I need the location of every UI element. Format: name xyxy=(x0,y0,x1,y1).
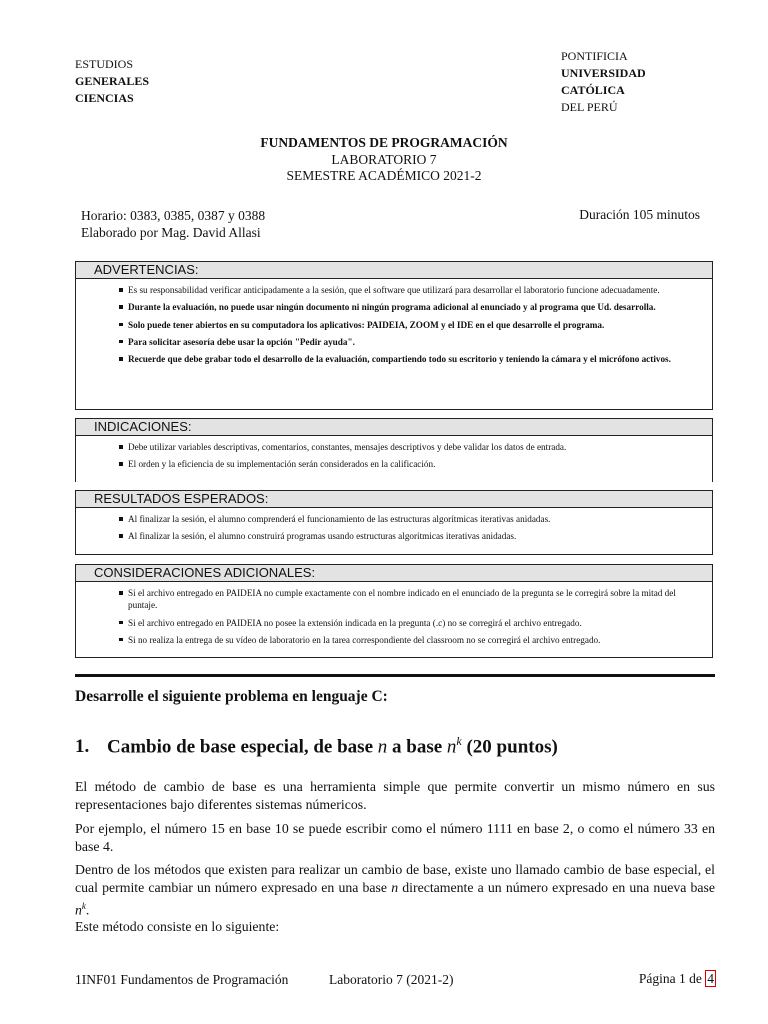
schedule-text: Horario: 0383, 0385, 0387 y 0388 xyxy=(81,208,266,223)
warnings-heading: ADVERTENCIAS: xyxy=(76,262,712,279)
math-var-n: n xyxy=(446,736,457,758)
duration-text: Duración 105 minutos xyxy=(579,207,700,222)
considerations-box xyxy=(75,564,713,658)
faculty-line-1: ESTUDIOS xyxy=(75,57,134,71)
indication-item: Debe utilizar variables descriptivas, comentarios, constantes, mensajes descriptivos y debe validar los datos de entrada. xyxy=(128,441,712,453)
semester-title: SEMESTRE ACADÉMICO 2021-2 xyxy=(286,168,482,183)
warning-item: Solo puede tener abiertos en su computadora los aplicativos: PAIDEIA, ZOOM y el IDE en el que desarrolle el programa. xyxy=(128,319,712,331)
warning-item: Es su responsabilidad verificar anticipadamente a la sesión, que el software que utilizará para desarrollar el laboratorio funcione adecuadamente. xyxy=(128,284,712,296)
indications-box xyxy=(75,418,713,482)
university-line-2: UNIVERSIDAD xyxy=(561,66,646,80)
lab-title: LABORATORIO 7 xyxy=(331,151,437,167)
problem-prompt: Desarrolle el siguiente problema en lenguaje C: xyxy=(75,688,388,705)
course-title: FUNDAMENTOS DE PROGRAMACIÓN xyxy=(260,135,508,150)
math-exp-k: k xyxy=(456,734,462,748)
university-label xyxy=(561,48,646,116)
section-divider xyxy=(75,674,715,677)
warning-item: Recuerde que debe grabar todo el desarrollo de la evaluación, compartiendo todo su escritorio y teniendo la cámara y el micrófono activos. xyxy=(128,353,712,365)
results-box xyxy=(75,490,713,555)
paragraph-3-part: Dentro de los métodos que existen para realizar un cambio de base, existe uno llamado cambio de base especial, el cual permite cambiar un número expresado en una base xyxy=(75,862,715,895)
consideration-item: Si el archivo entregado en PAIDEIA no posee la extensión indicada en la pregunta (.c) no se corregirá el archivo entregado. xyxy=(128,617,712,629)
footer-page-prefix: Página 1 de xyxy=(638,971,702,986)
schedule-info xyxy=(81,207,265,241)
indication-item: El orden y la eficiencia de su implementación serán considerados en la calificación. xyxy=(128,458,712,470)
results-heading: RESULTADOS ESPERADOS: xyxy=(76,491,712,508)
paragraph-2: Por ejemplo, el número 15 en base 10 se puede escribir como el número 1111 en base 2, o como el número 33 en base 4. xyxy=(75,821,715,854)
warning-item: Durante la evaluación, no puede usar ningún documento ni ningún programa adicional al enunciado y al programa que Ud. desarrolla. xyxy=(128,301,712,313)
section-points: (20 puntos) xyxy=(466,736,558,758)
author-text: Elaborado por Mag. David Allasi xyxy=(81,225,261,240)
result-item: Al finalizar la sesión, el alumno comprenderá el funcionamiento de las estructuras algorítmicas iterativas anidadas. xyxy=(128,513,712,525)
section-number: 1. xyxy=(75,736,90,758)
section-title-part: Cambio de base especial, de base xyxy=(107,736,373,758)
math-var-n: n xyxy=(75,902,82,918)
footer-lab: Laboratorio 7 (2021-2) xyxy=(329,972,454,987)
last-page-link[interactable]: 4 xyxy=(707,971,714,986)
footer-course: 1INF01 Fundamentos de Programación xyxy=(75,972,289,987)
paragraph-4: Este método consiste en lo siguiente: xyxy=(75,919,280,934)
math-exp-k: k xyxy=(81,901,86,911)
section-title-part: a base xyxy=(392,736,443,758)
university-line-3: CATÓLICA xyxy=(561,83,625,97)
paragraph-1: El método de cambio de base es una herramienta simple que permite convertir un mismo número en sus representaciones bajo diferentes sistemas númericos. xyxy=(75,779,715,812)
consideration-item: Si no realiza la entrega de su vídeo de laboratorio en la tarea correspondiente del classroom no se corregirá el archivo entregado. xyxy=(128,634,712,646)
section-heading xyxy=(75,734,558,758)
math-var-n: n xyxy=(391,880,399,895)
university-line-1: PONTIFICIA xyxy=(561,49,628,63)
indications-heading: INDICACIONES: xyxy=(76,419,712,436)
footer-page xyxy=(639,970,716,987)
paragraph-3 xyxy=(75,861,715,920)
faculty-line-2: GENERALES xyxy=(75,74,150,88)
result-item: Al finalizar la sesión, el alumno construirá programas usando estructuras algorítmicas iterativas anidadas. xyxy=(128,530,712,542)
considerations-heading: CONSIDERACIONES ADICIONALES: xyxy=(76,565,712,582)
university-line-4: DEL PERÚ xyxy=(561,100,618,114)
document-title xyxy=(0,135,768,185)
consideration-item: Si el archivo entregado en PAIDEIA no cumple exactamente con el nombre indicado en el enunciado de la pregunta se le corregirá sobre la mitad del puntaje. xyxy=(128,587,712,612)
paragraph-3-part: directamente a un número expresado en una nueva base xyxy=(402,880,716,895)
warning-item: Para solicitar asesoría debe usar la opción "Pedir ayuda". xyxy=(128,336,712,348)
math-var-n: n xyxy=(377,736,388,758)
paragraph-3-part: . xyxy=(85,902,90,918)
faculty-label xyxy=(75,56,149,107)
warnings-box xyxy=(75,261,713,410)
faculty-line-3: CIENCIAS xyxy=(75,91,134,105)
